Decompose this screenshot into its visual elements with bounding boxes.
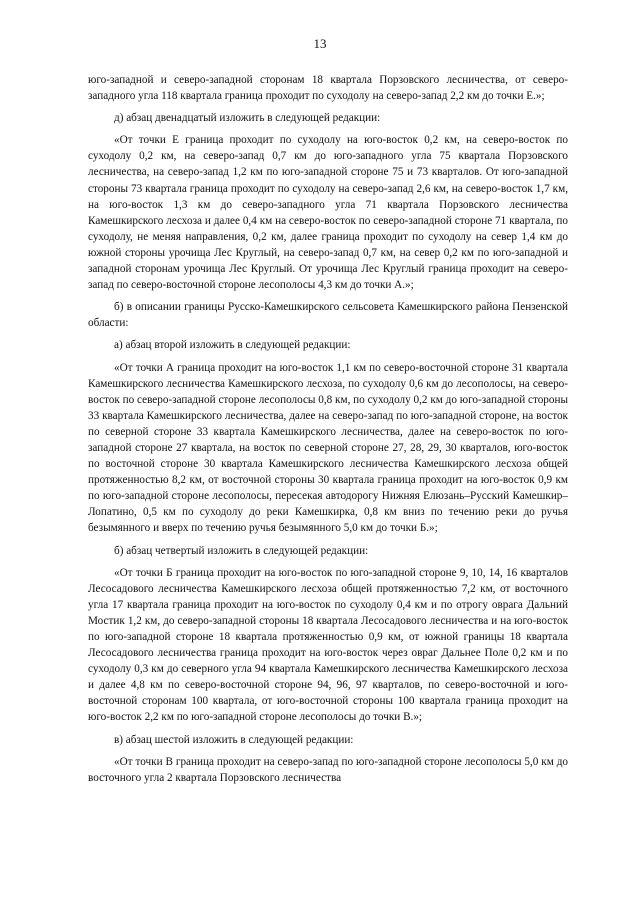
paragraph-amendment-v: в) абзац шестой изложить в следующей редакции: <box>114 733 354 746</box>
paragraph-amendment-d: д) абзац двенадцатый изложить в следующей редакции: <box>114 112 381 125</box>
paragraph-quote-point-v: «От точки В граница проходит на северо-запад по юго-западной стороне лесополосы 5,0 км до восточного угла 2 квартала Порзовского лесничества <box>88 755 568 784</box>
paragraph-amendment-a: а) абзац второй изложить в следующей редакции: <box>114 339 351 352</box>
document-body <box>88 72 568 792</box>
paragraph-quote-point-e: «От точки Е граница проходит по суходолу на юго-восток 0,2 км, на северо-восток по суходолу 0,2 км, на северо-запад 0,7 км до юго-западного угла 75 квартала Порзовского лесничества, на северо-запад 1,2 км по юго-западной стороне 75 и 73 кварталов. От юго-западной стороны 73 квартала граница проходит по суходолу на северо-запад 2,6 км, на северо-восток 1,7 км, на юго-восток 1,3 км до северо-западного угла 71 квартала Порзовского лесничества Камешкирского лесхоза и далее 0,4 км на северо-восток по северо-западной стороне 71 квартала, по суходолу, не меняя направления, 0,2 км, далее граница проходит по суходолу на север 1,4 км до южной стороны урочища Лес Круглый, на северо-запад 0,7 км, на север 0,2 км по юго-западной и западной сторонам урочища Лес Круглый. От урочища Лес Круглый граница проходит на северо-запад по северо-восточной стороне лесополосы 4,3 км до точки А.»; <box>88 134 568 292</box>
paragraph-quote-point-b: «От точки Б граница проходит на юго-восток по юго-западной стороне 9, 10, 14, 16 кварталов Лесосадового лесничества Камешкирского лесхоза общей протяженностью 7,2 км, от восточного угла 17 квартала граница проходит на юго-восток по суходолу 0,4 км и по отрогу оврага Дальний Мостик 1,2 км, до северо-западной стороны 18 квартала Лесосадового лесничества и на юго-восток по юго-западной стороне 18 квартала протяженностью 0,9 км, от южной границы 18 квартала Лесосадового лесничества граница проходит на юго-восток через овраг Дальнее Поле 0,2 км и по суходолу 0,3 км до северного угла 94 квартала Камешкирского лесничества Камешкирского лесхоза и далее 4,8 км по северо-восточной стороне 94, 96, 97 кварталов, по северо-восточной и юго-восточной сторонам 100 квартала, от юго-восточной стороны 100 квартала граница проходит на юго-восток 2,2 км по юго-западной стороне лесополосы до точки В.»; <box>88 566 568 724</box>
paragraph-item-b: б) в описании границы Русско-Камешкирского сельсовета Камешкирского района Пензенской области: <box>88 301 568 330</box>
page-number: 13 <box>313 36 327 51</box>
paragraph-amendment-b: б) абзац четвертый изложить в следующей редакции: <box>114 544 369 557</box>
paragraph-continuation: юго-западной и северо-западной сторонам 18 квартала Порзовского лесничества, от северо-западного угла 118 квартала граница проходит по суходолу на северо-запад 2,2 км до точки Е.»; <box>88 74 568 103</box>
paragraph-quote-point-a: «От точки А граница проходит на юго-восток 1,1 км по северо-восточной стороне 31 квартала Камешкирского лесничества Камешкирского лесхоза, по суходолу 0,6 км до лесополосы, на северо-восток по северо-западной стороне лесополосы 0,8 км, по суходолу 0,2 км до юго-западной стороны 33 квартала Камешкирского лесничества, далее на северо-запад по юго-западной стороне, на восток по северной стороне 33 квартала Камешкирского лесничества, далее на северо-восток по юго-западной стороне 27 квартала, на восток по северной стороне 27, 28, 29, 30 кварталов, юго-восток по восточной стороне 30 квартала Камешкирского лесничества Камешкирского лесхоза общей протяженностью 8,2 км, от восточной стороны 30 квартала граница проходит на юго-восток 0,9 км по юго-западной стороне лесополосы, пересекая автодорогу Нижняя Елюзань–Русский Камешкир–Лопатино, 0,5 км по суходолу до реки Камешкирка, 0,8 км вниз по течению реки до ручья безымянного и вверх по течению ручья безымянного 5,0 км до точки Б.»; <box>88 361 568 535</box>
